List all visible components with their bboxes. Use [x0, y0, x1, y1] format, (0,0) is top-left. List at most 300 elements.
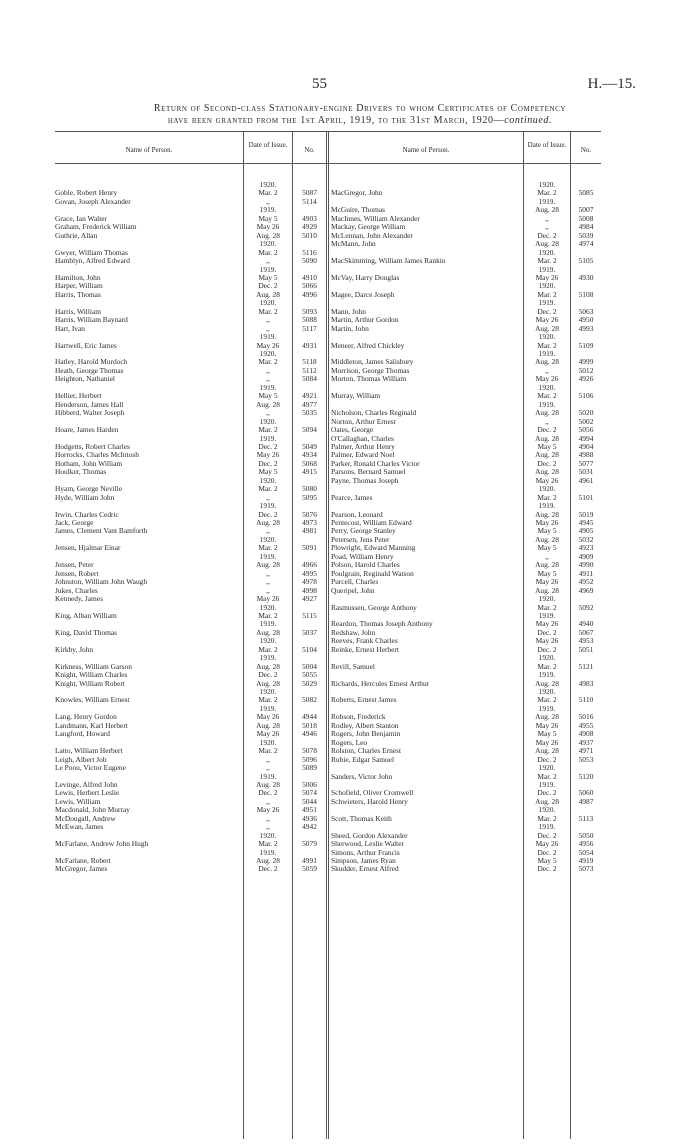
year-heading: 1920. — [259, 602, 277, 612]
issue-date: Dec. 2 — [258, 441, 278, 451]
certificate-number: 4955 — [578, 720, 594, 730]
right-date-divider — [523, 131, 524, 1139]
certificate-number: 5054 — [578, 847, 594, 857]
certificate-number: 5090 — [302, 256, 317, 266]
issue-date: May 5 — [258, 391, 278, 401]
title-line-1: Return of Second-class Stationary-engine Drivers to whom Certificates of Competency — [153, 103, 567, 114]
certificate-number: 5020 — [578, 408, 594, 418]
person-name: King, Alban William — [55, 610, 117, 620]
person-name: Skudder, Ernest Alfred — [331, 864, 399, 874]
center-divider — [326, 131, 327, 1139]
certificate-number: 4993 — [578, 323, 594, 333]
issue-date: Aug. 28 — [535, 205, 559, 215]
center-divider-2 — [328, 131, 329, 1139]
certificate-number: 5055 — [302, 670, 317, 680]
person-name: Heighton, Nathaniel — [55, 374, 115, 384]
person-name: Oates, George — [331, 425, 374, 435]
certificate-number: 5068 — [302, 458, 317, 468]
certificate-number: 4950 — [578, 315, 594, 325]
certificate-number: 5078 — [302, 746, 317, 756]
person-name: Parsons, Bernard Samuel — [331, 467, 406, 477]
certificate-number: 5096 — [302, 754, 317, 764]
person-name: Reeves, Frank Charles — [331, 636, 398, 646]
person-name: Palmer, Edward Noel — [331, 450, 395, 460]
issue-date: Dec. 2 — [537, 458, 557, 468]
person-name: Rogers, Leo — [331, 737, 368, 747]
certificate-number: 5094 — [302, 425, 317, 435]
issue-date: May 5 — [258, 213, 278, 223]
issue-date: Dec. 2 — [258, 509, 278, 519]
person-name: Pearson, Leonard — [331, 509, 383, 519]
issue-date: ,, — [266, 585, 270, 595]
issue-date: ,, — [266, 196, 270, 206]
person-name: Harris, Thomas — [55, 289, 101, 299]
issue-date: Mar. 2 — [537, 771, 557, 781]
page-number: 55 — [312, 76, 327, 92]
issue-date: Aug. 28 — [535, 712, 559, 722]
issue-date: ,, — [266, 256, 270, 266]
issue-date: May 26 — [256, 712, 280, 722]
certificate-number: 5084 — [302, 374, 317, 384]
person-name: Hoare, James Harden — [55, 425, 119, 435]
person-name: Gwyer, William Thomas — [55, 247, 128, 257]
certificate-number: 5095 — [302, 492, 317, 502]
certificate-number: 5117 — [302, 323, 317, 333]
year-heading: 1919. — [538, 822, 556, 832]
issue-date: Mar. 2 — [258, 247, 278, 257]
issue-date: Dec. 2 — [537, 864, 557, 874]
year-heading: 1920. — [538, 484, 556, 494]
person-name: Magee, Darce Joseph — [331, 289, 395, 299]
person-name: James, Clement Vant Bamforth — [55, 526, 148, 536]
issue-date: ,, — [266, 822, 270, 832]
certificate-number: 5008 — [578, 213, 594, 223]
certificate-number: 5121 — [578, 661, 594, 671]
year-heading: 1920. — [259, 737, 277, 747]
issue-date: Aug. 28 — [256, 661, 280, 671]
certificate-number: 5092 — [578, 602, 594, 612]
person-name: Hart, Ivan — [55, 323, 85, 333]
person-name: Houlker, Thomas — [55, 467, 107, 477]
issue-date: Mar. 2 — [258, 357, 278, 367]
issue-date: Mar. 2 — [537, 256, 557, 266]
right-name-header: Name of Person. — [402, 146, 450, 154]
left-date-divider — [243, 131, 244, 1139]
certificate-number: 4919 — [578, 856, 594, 865]
certificate-number: 4911 — [578, 568, 594, 578]
issue-date: ,, — [545, 416, 549, 426]
certificate-number: 5120 — [578, 771, 594, 781]
certificate-number: 4905 — [578, 526, 594, 536]
certificate-number: 5059 — [302, 864, 317, 874]
certificate-number: 4952 — [578, 577, 594, 587]
certificate-number: 5037 — [302, 627, 317, 637]
year-heading: 1920. — [538, 281, 556, 291]
certificate-number: 5032 — [578, 534, 594, 544]
person-name: Martin, John — [331, 323, 369, 333]
certificate-number: 5104 — [302, 644, 317, 654]
person-name: Hatley, Harold Murdoch — [55, 357, 128, 367]
certificate-number: 4923 — [578, 543, 594, 553]
certificate-number: 4956 — [578, 839, 594, 849]
certificate-number: 4961 — [578, 475, 594, 485]
person-name: Hellier, Herbert — [55, 391, 102, 401]
year-heading: 1920. — [538, 594, 556, 604]
issue-date: Aug. 28 — [256, 560, 280, 570]
issue-date: Dec. 2 — [258, 458, 278, 468]
person-name: Revill, Samuel — [331, 661, 375, 671]
certificate-number: 5115 — [302, 610, 317, 620]
person-name: Mackay, George William — [331, 222, 406, 232]
person-name: Kirkby, John — [55, 644, 94, 654]
certificate-number: 4999 — [578, 357, 594, 367]
person-name: MacSkimming, William James Rankin — [331, 256, 446, 266]
year-heading: 1920. — [538, 687, 556, 696]
issue-date: Aug. 28 — [535, 534, 559, 544]
certificate-number: 5012 — [578, 365, 594, 375]
issue-date: May 26 — [535, 518, 559, 527]
person-name: Pentecost, William Edward — [331, 518, 412, 527]
certificate-number: 5101 — [578, 492, 594, 502]
person-name: Grace, Ian Walter — [55, 213, 107, 223]
issue-date: ,, — [545, 213, 549, 223]
certificate-number: 5091 — [302, 543, 317, 553]
certificate-number: 5029 — [302, 678, 317, 688]
issue-date: ,, — [266, 315, 270, 325]
issue-date: Aug. 28 — [535, 408, 559, 418]
issue-date: ,, — [545, 365, 549, 375]
person-name: Perry, George Stanley — [331, 526, 396, 536]
person-name: Knight, William Charles — [55, 670, 128, 680]
certificate-number: 4936 — [302, 813, 317, 823]
certificate-number: 5073 — [578, 864, 594, 874]
person-name: Lewis, William — [55, 796, 101, 806]
person-name: Knowles, William Ernest — [55, 695, 130, 705]
person-name: Mann, John — [331, 306, 366, 316]
certificate-number: 4990 — [578, 560, 594, 570]
issue-date: May 26 — [535, 839, 559, 849]
issue-date: May 5 — [537, 729, 557, 739]
title-line-2 — [60, 115, 660, 126]
person-name: Sherwood, Leslie Walter — [331, 839, 404, 849]
person-name: Rodley, Albert Stanton — [331, 720, 399, 730]
person-name: Lewis, Herbert Leslie — [55, 788, 120, 798]
issue-date: Mar. 2 — [258, 543, 278, 553]
certificate-number: 4921 — [302, 391, 317, 401]
person-name: Rogers, John Benjamin — [331, 729, 401, 739]
person-name: Hibberd, Walter Joseph — [55, 408, 125, 418]
issue-date: Dec. 2 — [537, 754, 557, 764]
certificate-number: 4945 — [578, 518, 594, 527]
person-name: Le Poou, Victor Eugene — [55, 763, 126, 773]
year-heading: 1920. — [259, 298, 277, 308]
person-name: Poad, William Henry — [331, 551, 394, 561]
person-name: Richards, Hercules Ernest Arthur — [331, 678, 430, 688]
certificate-number: 5018 — [302, 720, 317, 730]
certificate-number: 4969 — [578, 585, 594, 595]
right-no-header: No. — [580, 146, 592, 154]
issue-date: May 26 — [256, 594, 280, 604]
certificate-number: 4977 — [302, 399, 317, 409]
certificate-number: 5006 — [302, 779, 317, 789]
certificate-number: 5050 — [578, 830, 594, 840]
issue-date: ,, — [266, 568, 270, 578]
person-name: Heath, George Thomas — [55, 365, 124, 375]
certificate-number: 4940 — [578, 619, 594, 629]
certificate-number: 5077 — [578, 458, 594, 468]
person-name: Govan, Joseph Alexander — [55, 196, 131, 206]
year-heading: 1919. — [538, 399, 556, 409]
person-name: Johnston, William John Waugh — [55, 577, 148, 587]
year-heading: 1920. — [259, 180, 277, 189]
year-heading: 1919. — [259, 551, 277, 561]
person-name: McVay, Harry Douglas — [331, 272, 400, 282]
certificate-number: 4953 — [578, 636, 594, 646]
certificate-number: 4987 — [578, 796, 594, 806]
year-heading: 1920. — [259, 534, 277, 544]
certificate-number: 4983 — [578, 678, 594, 688]
person-name: Hyam, George Neville — [55, 484, 122, 494]
person-name: Norton, Arthur Ernest — [331, 416, 396, 426]
issue-date: ,, — [266, 763, 270, 773]
certificate-number: 5105 — [578, 256, 594, 266]
person-name: Palmer, Arthur Henry — [331, 441, 395, 451]
certificate-number: 4930 — [578, 272, 594, 282]
person-name: Murray, William — [331, 391, 381, 401]
issue-date: Aug. 28 — [535, 678, 559, 688]
issue-date: Aug. 28 — [535, 467, 559, 477]
year-heading: 1920. — [538, 332, 556, 342]
issue-date: Aug. 28 — [535, 796, 559, 806]
issue-date: May 26 — [535, 315, 559, 325]
certificate-number: 5088 — [302, 315, 317, 325]
certificate-number: 4903 — [302, 213, 317, 223]
issue-date: ,, — [266, 796, 270, 806]
issue-date: Dec. 2 — [258, 864, 278, 874]
person-name: Horrocks, Charles McIntosh — [55, 450, 139, 460]
certificate-number: 5079 — [302, 839, 317, 849]
issue-date: ,, — [266, 374, 270, 384]
person-name: McFarlane, Robert — [55, 856, 111, 865]
issue-date: Mar. 2 — [537, 813, 557, 823]
person-name: Kirkness, William Garson — [55, 661, 132, 671]
issue-date: May 26 — [535, 374, 559, 384]
certificate-number: 5082 — [302, 695, 317, 705]
issue-date: Aug. 28 — [256, 678, 280, 688]
person-name: Polson, Harold Charles — [331, 560, 400, 570]
certificate-number: 5112 — [302, 365, 317, 375]
issue-date: ,, — [266, 754, 270, 764]
issue-date: Aug. 28 — [535, 560, 559, 570]
year-heading: 1919. — [259, 703, 277, 713]
certificate-number: 4937 — [578, 737, 594, 747]
person-name: Henderson, James Hall — [55, 399, 124, 409]
issue-date: ,, — [266, 323, 270, 333]
issue-date: Dec. 2 — [537, 425, 557, 435]
person-name: Plowright, Edward Manning — [331, 543, 416, 553]
certificate-number: 5089 — [302, 763, 317, 773]
person-name: Redshaw, John — [331, 627, 376, 637]
person-name: Pearce, James — [331, 492, 373, 502]
person-name: Hartwell, Eric James — [55, 340, 117, 350]
left-date-header: Date of Issue. — [248, 141, 288, 149]
person-name: McEwan, James — [55, 822, 104, 832]
issue-date: Mar. 2 — [258, 610, 278, 620]
person-name: Hamblyn, Alfred Edward — [55, 256, 130, 266]
issue-date: May 5 — [258, 467, 278, 477]
issue-date: May 5 — [537, 856, 557, 865]
issue-date: May 26 — [535, 737, 559, 747]
certificate-number: 4995 — [302, 568, 317, 578]
issue-date: Aug. 28 — [256, 230, 280, 240]
person-name: Guthrie, Allan — [55, 230, 98, 240]
person-name: Kennedy, James — [55, 594, 103, 604]
issue-date: May 26 — [535, 272, 559, 282]
person-name: Rubie, Edgar Samuel — [331, 754, 395, 764]
certificate-number: 4929 — [302, 222, 317, 232]
issue-date: May 26 — [535, 619, 559, 629]
year-heading: 1920. — [259, 239, 277, 249]
certificate-number: 4994 — [578, 433, 594, 443]
year-heading: 1920. — [259, 475, 277, 485]
certificate-number: 5004 — [302, 661, 317, 671]
issue-date: May 26 — [256, 340, 280, 350]
issue-date: May 26 — [256, 805, 280, 815]
issue-date: Dec. 2 — [258, 670, 278, 680]
certificate-number: 5114 — [302, 196, 317, 206]
issue-date: Aug. 28 — [256, 856, 280, 865]
person-name: McGregor, James — [55, 864, 108, 874]
person-name: Morton, Thomas William — [331, 374, 407, 384]
issue-date: Dec. 2 — [258, 281, 278, 291]
certificate-number: 5074 — [302, 788, 317, 798]
issue-date: Mar. 2 — [537, 188, 557, 198]
certificate-number: 4934 — [302, 450, 317, 460]
issue-date: May 5 — [537, 543, 557, 553]
issue-date: Aug. 28 — [535, 433, 559, 443]
person-name: Martin, Arthur Gordon — [331, 315, 399, 325]
year-heading: 1919. — [538, 610, 556, 620]
person-name: Harris, William Baynard — [55, 315, 128, 325]
issue-date: Mar. 2 — [537, 391, 557, 401]
person-name: Jukes, Charles — [55, 585, 98, 595]
certificate-number: 4909 — [578, 551, 594, 561]
certificate-number: 5010 — [302, 230, 317, 240]
issue-date: Dec. 2 — [258, 788, 278, 798]
person-name: Morrison, George Thomas — [331, 365, 410, 375]
certificate-number: 5031 — [578, 467, 594, 477]
certificate-number: 4926 — [578, 374, 594, 384]
certificate-number: 5113 — [578, 813, 594, 823]
year-heading: 1920. — [259, 830, 277, 840]
issue-date: Dec. 2 — [537, 847, 557, 857]
issue-date: May 26 — [256, 450, 280, 460]
issue-date: Mar. 2 — [537, 340, 557, 350]
certificate-number: 4946 — [302, 729, 317, 739]
year-heading: 1919. — [259, 264, 277, 274]
certificate-number: 5019 — [578, 509, 594, 519]
person-name: Reinke, Ernest Herbert — [331, 644, 399, 654]
person-name: Sanders, Victor John — [331, 771, 393, 781]
certificate-number: 4996 — [302, 289, 317, 299]
person-name: MacGregor, John — [331, 188, 383, 198]
year-heading: 1920. — [538, 382, 556, 392]
certificate-number: 4944 — [302, 712, 317, 722]
issue-date: May 26 — [535, 577, 559, 587]
issue-date: ,, — [266, 526, 270, 536]
certificate-number: 5002 — [578, 416, 594, 426]
certificates-table — [55, 131, 601, 1139]
person-name: Hyde, William John — [55, 492, 115, 502]
left-name-header: Name of Person. — [125, 146, 173, 154]
issue-date: Dec. 2 — [537, 644, 557, 654]
issue-date: Dec. 2 — [537, 830, 557, 840]
person-name: Jensen, Robert — [55, 568, 99, 578]
person-name: Scott, Thomas Keith — [331, 813, 392, 823]
issue-date: May 5 — [537, 441, 557, 451]
issue-date: Aug. 28 — [535, 450, 559, 460]
year-heading: 1919. — [538, 298, 556, 308]
issue-date: Mar. 2 — [258, 425, 278, 435]
issue-date: Aug. 28 — [535, 746, 559, 756]
certificate-number: 5116 — [302, 247, 317, 257]
person-name: Langford, Howard — [55, 729, 111, 739]
year-heading: 1919. — [538, 670, 556, 680]
certificate-number: 5108 — [578, 289, 594, 299]
certificate-number: 5110 — [578, 695, 594, 705]
year-heading: 1919. — [259, 619, 277, 629]
person-name: Simons, Arthur Francis — [331, 847, 400, 857]
certificate-number: 5087 — [302, 188, 317, 198]
year-heading: 1919. — [538, 349, 556, 358]
year-heading: 1919. — [259, 332, 277, 342]
year-heading: 1920. — [259, 416, 277, 426]
issue-date: Aug. 28 — [256, 399, 280, 409]
person-name: Hotham, John William — [55, 458, 123, 468]
person-name: O'Callaghan, Charles — [331, 433, 394, 443]
year-heading: 1919. — [538, 196, 556, 206]
person-name: Jensen, Peter — [55, 560, 94, 570]
certificate-number: 5067 — [578, 627, 594, 637]
person-name: Simpson, James Ryan — [331, 856, 396, 865]
certificate-number: 5106 — [578, 391, 594, 401]
year-heading: 1920. — [538, 180, 556, 189]
certificate-number: 4908 — [578, 729, 594, 739]
year-heading: 1919. — [538, 703, 556, 713]
person-name: Knight, William Robert — [55, 678, 125, 688]
certificate-number: 5053 — [578, 754, 594, 764]
certificate-number: 4978 — [302, 577, 317, 587]
issue-date: Dec. 2 — [537, 306, 557, 316]
person-name: Schwieters, Harold Henry — [331, 796, 408, 806]
certificate-number: 4998 — [302, 585, 317, 595]
year-heading: 1919. — [538, 501, 556, 511]
certificate-number: 5039 — [578, 230, 594, 240]
person-name: Rolston, Charles Ernest — [331, 746, 401, 756]
person-name: McLennan, John Alexander — [331, 230, 413, 240]
certificate-number: 4966 — [302, 560, 317, 570]
certificate-number: 5051 — [578, 644, 594, 654]
person-name: McGuire, Thomas — [331, 205, 386, 215]
person-name: Meneer, Alfred Chickley — [331, 340, 405, 350]
certificate-number: 5007 — [578, 205, 594, 215]
issue-date: Mar. 2 — [258, 188, 278, 198]
issue-date: Dec. 2 — [537, 230, 557, 240]
person-name: Petersen, Jens Peter — [331, 534, 390, 544]
certificate-number: 4971 — [578, 746, 594, 756]
person-name: Roberts, Ernest James — [331, 695, 397, 705]
person-name: Lang, Henry Gordon — [55, 712, 117, 722]
